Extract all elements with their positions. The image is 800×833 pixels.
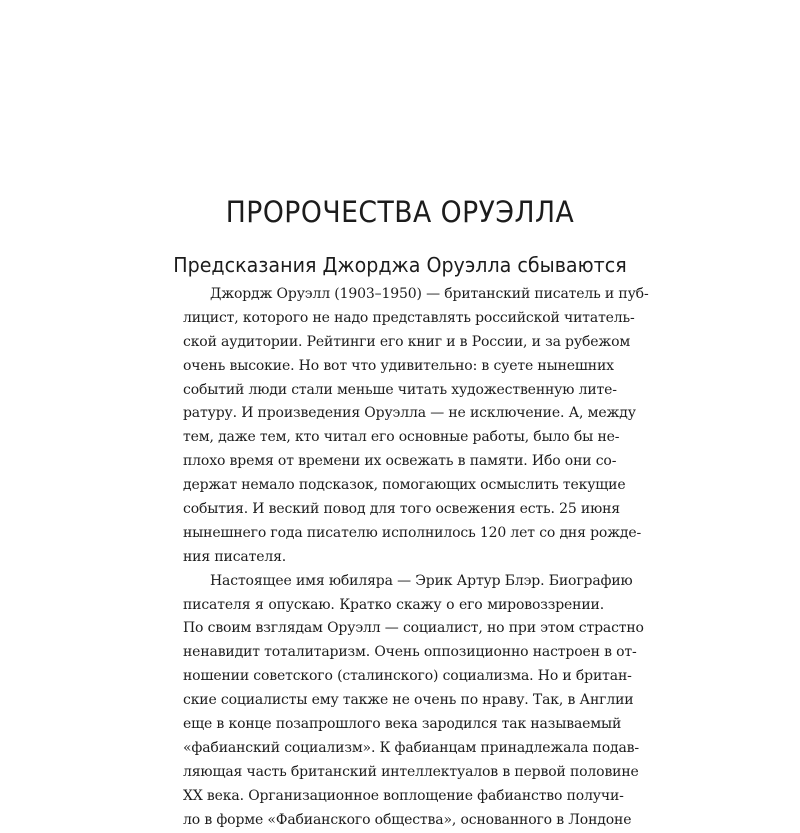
text-line: Джордж Оруэлл (1903–1950) — британский писатель и пуб-	[210, 286, 649, 302]
text-line: ратуру. И произведения Оруэлла — не исключение. А, между	[183, 405, 636, 422]
text-line: событий люди стали меньше читать художественную лите-	[183, 381, 617, 398]
text-line: ния писателя.	[183, 548, 287, 565]
text-line: еще в конце позапрошлого века зародился так называемый	[183, 716, 622, 733]
text-line: ляющая часть британский интеллектуалов в первой половине	[183, 763, 639, 780]
text-line: нынешнего года писателю исполнилось 120 лет со дня рожде-	[183, 524, 642, 541]
text-line: ской аудитории. Рейтинги его книг и в России, и за рубежом	[183, 333, 631, 350]
text-line: ло в форме «Фабианского общества», основанного в Лондоне	[183, 811, 632, 828]
section-title: Предсказания Джорджа Оруэлла сбываются	[173, 253, 627, 277]
text-line: ношении советского (сталинского) социализма. Но и британ-	[183, 668, 632, 685]
text-line: держат немало подсказок, помогающих осмыслить текущие	[183, 477, 626, 494]
text-line: ские социалисты ему также не очень по нраву. Так, в Англии	[183, 692, 634, 709]
text-line: По своим взглядам Оруэлл — социалист, но при этом страстно	[183, 620, 644, 637]
text-line: плохо время от времени их освежать в памяти. Ибо они со-	[183, 453, 617, 470]
text-line: «фабианский социализм». К фабианцам принадлежала подав-	[183, 739, 639, 756]
text-line: события. И веский повод для того освежения есть. 25 июня	[183, 501, 620, 518]
text-line: XX века. Организационное воплощение фабианство получи-	[183, 787, 624, 804]
chapter-title: ПРОРОЧЕСТВА ОРУЭЛЛА	[225, 195, 575, 229]
text-line: Настоящее имя юбиляра — Эрик Артур Блэр. Биографию	[210, 572, 633, 589]
text-line: писателя я опускаю. Кратко скажу о его мировоззрении.	[183, 596, 604, 613]
text-line: тем, даже тем, кто читал его основные работы, было бы не-	[183, 429, 620, 446]
body-text	[183, 283, 649, 832]
text-line: очень высокие. Но вот что удивительно: в суете нынешних	[183, 357, 614, 374]
text-line: ненавидит тоталитаризм. Очень оппозиционно настроен в от-	[183, 644, 637, 661]
text-line: лицист, которого не надо представлять российской читатель-	[183, 309, 635, 326]
